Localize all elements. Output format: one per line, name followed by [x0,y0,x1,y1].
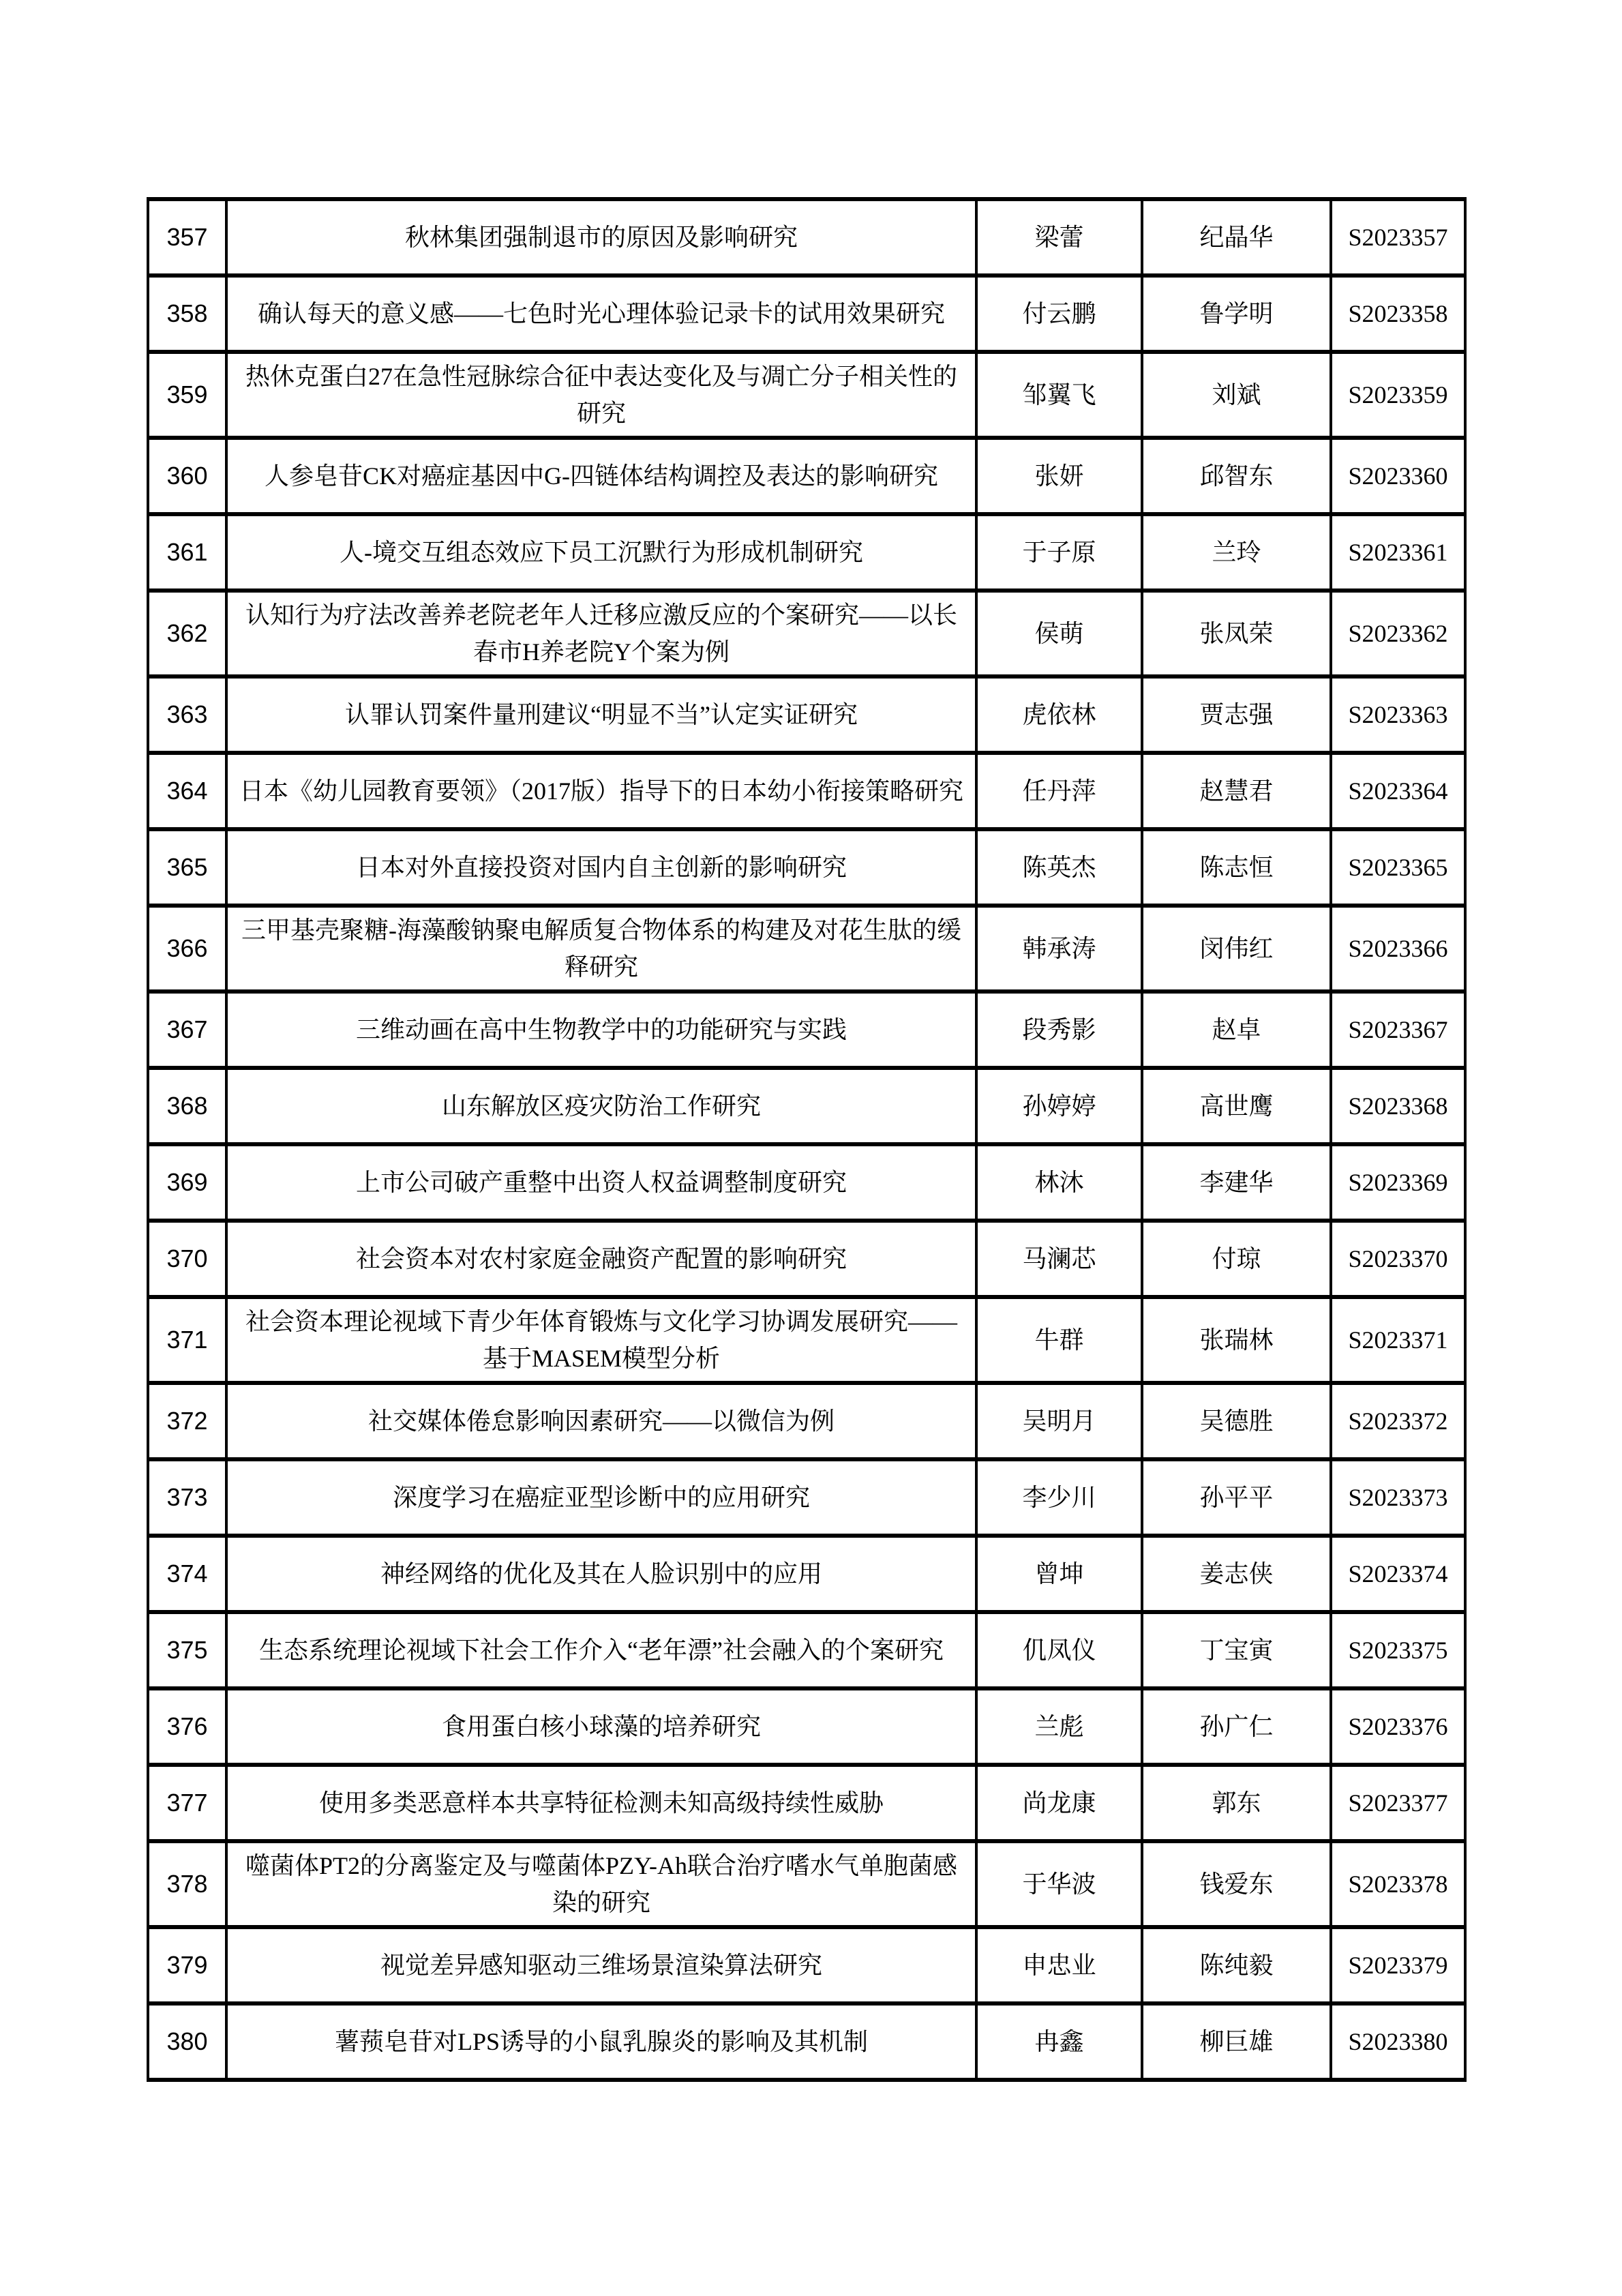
thesis-title: 三甲基壳聚糖-海藻酸钠聚电解质复合物体系的构建及对花生肽的缓释研究 [226,906,976,992]
thesis-title: 日本《幼儿园教育要领》（2017版）指导下的日本幼小衔接策略研究 [226,753,976,829]
table-row [148,1383,1465,1459]
record-id: S2023378 [1331,1841,1465,1927]
table-row [148,1841,1465,1927]
table-row [148,1459,1465,1536]
table-row [148,1536,1465,1612]
author-name: 马澜芯 [976,1221,1142,1297]
supervisor-name: 高世鹰 [1142,1068,1331,1144]
record-id: S2023362 [1331,591,1465,676]
supervisor-name: 柳巨雄 [1142,2003,1331,2080]
supervisor-name: 刘斌 [1142,352,1331,438]
author-name: 侯萌 [976,591,1142,676]
record-id: S2023358 [1331,275,1465,352]
table-row [148,199,1465,275]
row-number: 369 [148,1144,226,1221]
row-number: 373 [148,1459,226,1536]
record-id: S2023368 [1331,1068,1465,1144]
record-id: S2023366 [1331,906,1465,992]
thesis-title: 食用蛋白核小球藻的培养研究 [226,1688,976,1765]
table-row [148,1144,1465,1221]
thesis-title: 上市公司破产重整中出资人权益调整制度研究 [226,1144,976,1221]
author-name: 吴明月 [976,1383,1142,1459]
record-id: S2023377 [1331,1765,1465,1841]
author-name: 于子原 [976,514,1142,591]
author-name: 李少川 [976,1459,1142,1536]
thesis-title: 秋林集团强制退市的原因及影响研究 [226,199,976,275]
author-name: 尚龙康 [976,1765,1142,1841]
record-id: S2023360 [1331,438,1465,514]
record-id: S2023380 [1331,2003,1465,2080]
table-row [148,906,1465,992]
author-name: 陈英杰 [976,829,1142,906]
row-number: 379 [148,1927,226,2003]
author-name: 兰彪 [976,1688,1142,1765]
supervisor-name: 鲁学明 [1142,275,1331,352]
supervisor-name: 姜志侠 [1142,1536,1331,1612]
table-row [148,676,1465,753]
record-id: S2023367 [1331,992,1465,1068]
thesis-title: 人参皂苷CK对癌症基因中G-四链体结构调控及表达的影响研究 [226,438,976,514]
table-body [148,199,1465,2080]
supervisor-name: 陈纯毅 [1142,1927,1331,2003]
thesis-title: 确认每天的意义感——七色时光心理体验记录卡的试用效果研究 [226,275,976,352]
record-id: S2023361 [1331,514,1465,591]
author-name: 牛群 [976,1297,1142,1383]
thesis-title: 社会资本对农村家庭金融资产配置的影响研究 [226,1221,976,1297]
supervisor-name: 赵卓 [1142,992,1331,1068]
author-name: 段秀影 [976,992,1142,1068]
record-id: S2023357 [1331,199,1465,275]
table-row [148,438,1465,514]
author-name: 任丹萍 [976,753,1142,829]
supervisor-name: 邱智东 [1142,438,1331,514]
author-name: 仉凤仪 [976,1612,1142,1688]
record-id: S2023370 [1331,1221,1465,1297]
row-number: 372 [148,1383,226,1459]
supervisor-name: 赵慧君 [1142,753,1331,829]
table-row [148,352,1465,438]
row-number: 374 [148,1536,226,1612]
table-row [148,514,1465,591]
thesis-title: 日本对外直接投资对国内自主创新的影响研究 [226,829,976,906]
author-name: 邹翼飞 [976,352,1142,438]
row-number: 367 [148,992,226,1068]
thesis-title: 三维动画在高中生物教学中的功能研究与实践 [226,992,976,1068]
supervisor-name: 孙平平 [1142,1459,1331,1536]
thesis-title: 使用多类恶意样本共享特征检测未知高级持续性威胁 [226,1765,976,1841]
thesis-title: 认知行为疗法改善养老院老年人迁移应激反应的个案研究——以长春市H养老院Y个案为例 [226,591,976,676]
row-number: 357 [148,199,226,275]
table-row [148,992,1465,1068]
row-number: 378 [148,1841,226,1927]
thesis-title: 山东解放区疫灾防治工作研究 [226,1068,976,1144]
record-id: S2023359 [1331,352,1465,438]
table-row [148,1612,1465,1688]
thesis-title: 社会资本理论视域下青少年体育锻炼与文化学习协调发展研究——基于MASEM模型分析 [226,1297,976,1383]
table-row [148,829,1465,906]
row-number: 376 [148,1688,226,1765]
table-row [148,753,1465,829]
supervisor-name: 兰玲 [1142,514,1331,591]
thesis-title: 生态系统理论视域下社会工作介入“老年漂”社会融入的个案研究 [226,1612,976,1688]
author-name: 于华波 [976,1841,1142,1927]
table-row [148,2003,1465,2080]
row-number: 363 [148,676,226,753]
row-number: 377 [148,1765,226,1841]
row-number: 359 [148,352,226,438]
thesis-title: 热休克蛋白27在急性冠脉综合征中表达变化及与凋亡分子相关性的研究 [226,352,976,438]
supervisor-name: 吴德胜 [1142,1383,1331,1459]
record-id: S2023374 [1331,1536,1465,1612]
supervisor-name: 张凤荣 [1142,591,1331,676]
row-number: 368 [148,1068,226,1144]
thesis-title: 认罪认罚案件量刑建议“明显不当”认定实证研究 [226,676,976,753]
row-number: 365 [148,829,226,906]
record-id: S2023375 [1331,1612,1465,1688]
table-row [148,1068,1465,1144]
supervisor-name: 陈志恒 [1142,829,1331,906]
row-number: 361 [148,514,226,591]
record-id: S2023365 [1331,829,1465,906]
table-row [148,1765,1465,1841]
table-row [148,275,1465,352]
row-number: 358 [148,275,226,352]
thesis-title: 社交媒体倦怠影响因素研究——以微信为例 [226,1383,976,1459]
author-name: 张妍 [976,438,1142,514]
row-number: 370 [148,1221,226,1297]
record-id: S2023372 [1331,1383,1465,1459]
author-name: 韩承涛 [976,906,1142,992]
record-id: S2023364 [1331,753,1465,829]
record-id: S2023373 [1331,1459,1465,1536]
row-number: 360 [148,438,226,514]
author-name: 梁蕾 [976,199,1142,275]
row-number: 371 [148,1297,226,1383]
record-id: S2023379 [1331,1927,1465,2003]
author-name: 虎依林 [976,676,1142,753]
row-number: 366 [148,906,226,992]
supervisor-name: 张瑞林 [1142,1297,1331,1383]
author-name: 孙婷婷 [976,1068,1142,1144]
supervisor-name: 孙广仁 [1142,1688,1331,1765]
supervisor-name: 郭东 [1142,1765,1331,1841]
record-id: S2023371 [1331,1297,1465,1383]
supervisor-name: 付琼 [1142,1221,1331,1297]
record-id: S2023376 [1331,1688,1465,1765]
thesis-title: 噬菌体PT2的分离鉴定及与噬菌体PZY-Ah联合治疗嗜水气单胞菌感染的研究 [226,1841,976,1927]
author-name: 曾坤 [976,1536,1142,1612]
record-id: S2023363 [1331,676,1465,753]
supervisor-name: 钱爱东 [1142,1841,1331,1927]
thesis-title: 视觉差异感知驱动三维场景渲染算法研究 [226,1927,976,2003]
row-number: 375 [148,1612,226,1688]
supervisor-name: 李建华 [1142,1144,1331,1221]
row-number: 380 [148,2003,226,2080]
author-name: 付云鹏 [976,275,1142,352]
table-row [148,591,1465,676]
table-row [148,1927,1465,2003]
records-table [147,197,1467,2082]
table-row [148,1221,1465,1297]
record-id: S2023369 [1331,1144,1465,1221]
supervisor-name: 闵伟红 [1142,906,1331,992]
supervisor-name: 丁宝寅 [1142,1612,1331,1688]
author-name: 申忠业 [976,1927,1142,2003]
row-number: 364 [148,753,226,829]
thesis-title: 神经网络的优化及其在人脸识别中的应用 [226,1536,976,1612]
supervisor-name: 纪晶华 [1142,199,1331,275]
row-number: 362 [148,591,226,676]
table-row [148,1297,1465,1383]
thesis-title: 人-境交互组态效应下员工沉默行为形成机制研究 [226,514,976,591]
table-row [148,1688,1465,1765]
thesis-title: 薯蓣皂苷对LPS诱导的小鼠乳腺炎的影响及其机制 [226,2003,976,2080]
thesis-title: 深度学习在癌症亚型诊断中的应用研究 [226,1459,976,1536]
author-name: 林沐 [976,1144,1142,1221]
author-name: 冉鑫 [976,2003,1142,2080]
supervisor-name: 贾志强 [1142,676,1331,753]
